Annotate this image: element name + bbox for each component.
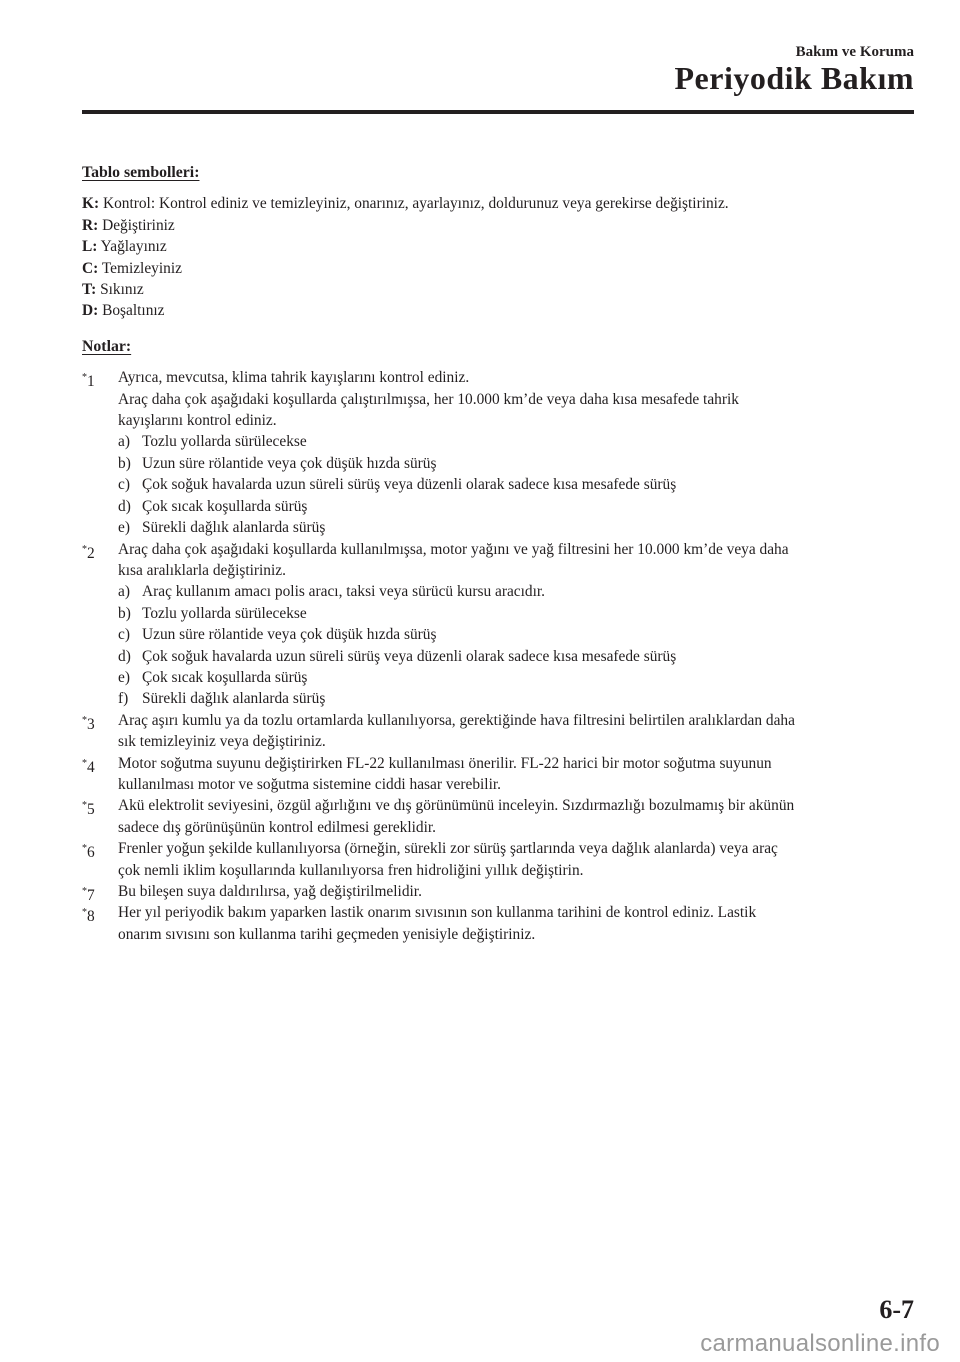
list-text: Sürekli dağlık alanlarda sürüş xyxy=(142,519,326,537)
notes-heading: Notlar: xyxy=(82,337,132,355)
list-text: Tozlu yollarda sürülecekse xyxy=(142,604,307,622)
symbol-row xyxy=(82,258,912,279)
symbol-text: Boşaltınız xyxy=(98,302,165,320)
list-letter: a) xyxy=(118,583,130,601)
list-letter: d) xyxy=(118,647,131,665)
note-list-item xyxy=(118,496,912,517)
list-letter: f) xyxy=(118,690,129,708)
symbol-text: Değiştiriniz xyxy=(98,216,175,234)
note-line: Bu bileşen suya daldırılırsa, yağ değiştirilmelidir. xyxy=(118,883,422,900)
header-rule xyxy=(82,110,914,114)
note-line: Her yıl periyodik bakım yaparken lastik onarım sıvısının son kullanma tarihini de kontrol ediniz. Lastik xyxy=(118,904,757,922)
list-text: Çok soğuk havalarda uzun süreli sürüş veya düzenli olarak sadece kısa mesafede sürüş xyxy=(142,476,677,494)
list-text: Araç kullanım amacı polis aracı, taksi veya sürücü kursu aracıdır. xyxy=(142,583,546,601)
note-line: Motor soğutma suyunu değiştirirken FL-22 kullanılması önerilir. FL-22 harici bir motor soğutma suyunun xyxy=(118,754,772,772)
list-letter: e) xyxy=(118,519,130,537)
note-marker xyxy=(82,902,118,927)
note-number: 3 xyxy=(87,715,95,733)
note-list-item xyxy=(118,517,912,538)
note-star: * xyxy=(82,543,87,555)
note-item xyxy=(82,710,912,753)
note-item xyxy=(82,753,912,796)
list-letter: b) xyxy=(118,604,131,622)
note-number: 2 xyxy=(87,544,95,562)
note-item xyxy=(82,539,912,710)
note-star: * xyxy=(82,886,87,897)
note-list-item xyxy=(118,603,912,624)
page-number: 6-7 xyxy=(879,1295,914,1324)
list-text: Uzun süre rölantide veya çok düşük hızda sürüş xyxy=(142,454,437,472)
note-line: Frenler yoğun şekilde kullanılıyorsa (örneğin, sürekli zor sürüş şartlarında veya dağlık alanlarda) veya araç xyxy=(118,840,778,858)
note-list-item xyxy=(118,667,912,688)
note-number: 7 xyxy=(87,887,95,904)
note-item xyxy=(82,795,912,838)
list-text: Tozlu yollarda sürülecekse xyxy=(142,433,307,451)
note-line: kayışlarını kontrol ediniz. xyxy=(118,412,277,430)
list-text: Sürekli dağlık alanlarda sürüş xyxy=(142,690,326,708)
symbol-key: C: xyxy=(82,259,99,277)
list-letter: c) xyxy=(118,476,130,494)
note-item xyxy=(82,367,912,538)
note-list-item xyxy=(118,688,912,709)
note-list-item xyxy=(118,581,912,602)
note-star: * xyxy=(82,372,87,384)
note-marker xyxy=(82,753,118,778)
list-letter: e) xyxy=(118,668,130,686)
note-star: * xyxy=(82,907,87,919)
chapter-title: Periyodik Bakım xyxy=(674,60,914,96)
note-marker xyxy=(82,539,118,564)
notes-list xyxy=(82,367,912,945)
note-star: * xyxy=(82,843,87,855)
symbol-text: Temizleyiniz xyxy=(98,259,182,277)
symbol-key: T: xyxy=(82,281,97,299)
note-line: sadece dış görünüşünün kontrol edilmesi gereklidir. xyxy=(118,818,437,836)
list-text: Çok soğuk havalarda uzun süreli sürüş veya düzenli olarak sadece kısa mesafede sürüş xyxy=(142,647,677,665)
list-letter: b) xyxy=(118,454,131,472)
note-item xyxy=(82,881,912,902)
note-line: Araç daha çok aşağıdaki koşullarda çalıştırılmışsa, her 10.000 km’de veya daha kısa mesafede tahrik xyxy=(118,390,739,408)
symbol-row xyxy=(82,236,912,257)
symbol-text: Kontrol: Kontrol ediniz ve temizleyiniz, onarınız, ayarlayınız, doldurunuz veya gerekirse değiştiriniz. xyxy=(99,195,729,213)
note-line: Akü elektrolit seviyesini, özgül ağırlığını ve dış görünümünü inceleyin. Sızdırmazlığı bozulmamış bir akünün xyxy=(118,797,795,815)
list-text: Çok sıcak koşullarda sürüş xyxy=(142,497,308,515)
list-letter: c) xyxy=(118,626,130,644)
note-line: Ayrıca, mevcutsa, klima tahrik kayışlarını kontrol ediniz. xyxy=(118,369,470,387)
note-number: 6 xyxy=(87,844,95,862)
note-line: Araç aşırı kumlu ya da tozlu ortamlarda kullanılıyorsa, gerektiğinde hava filtresini belirtilen aralıklardan daha xyxy=(118,711,795,729)
note-number: 5 xyxy=(87,801,95,819)
note-list-item xyxy=(118,646,912,667)
note-item xyxy=(82,838,912,881)
symbols-heading: Tablo sembolleri: xyxy=(82,164,200,181)
note-line: sık temizleyiniz veya değiştiriniz. xyxy=(118,733,326,751)
symbol-row xyxy=(82,215,912,236)
note-marker xyxy=(82,838,118,863)
watermark-link[interactable]: carmanualsonline.info xyxy=(700,1330,940,1357)
note-list-item xyxy=(118,474,912,495)
symbol-key: K: xyxy=(82,195,100,213)
symbol-key: D: xyxy=(82,302,99,320)
list-letter: d) xyxy=(118,497,131,515)
symbol-text: Yağlayınız xyxy=(97,238,167,256)
note-marker xyxy=(82,795,118,820)
page-content xyxy=(82,162,912,945)
symbol-row xyxy=(82,279,912,300)
note-number: 4 xyxy=(87,758,95,776)
list-text: Çok sıcak koşullarda sürüş xyxy=(142,668,308,686)
note-line: onarım sıvısını son kullanma tarihi geçmeden yenisiyle değiştiriniz. xyxy=(118,925,536,943)
note-marker xyxy=(82,710,118,735)
list-letter: a) xyxy=(118,433,130,451)
note-list-item xyxy=(118,431,912,452)
symbol-row xyxy=(82,193,912,214)
note-list-item xyxy=(118,453,912,474)
list-text: Uzun süre rölantide veya çok düşük hızda sürüş xyxy=(142,626,437,644)
symbols-list xyxy=(82,193,912,321)
symbol-text: Sıkınız xyxy=(96,281,144,299)
note-marker xyxy=(82,367,118,392)
note-line: çok nemli iklim koşullarında kullanılıyorsa fren hidroliğini yıllık değiştirin. xyxy=(118,861,584,879)
note-number: 1 xyxy=(87,373,95,391)
note-number: 8 xyxy=(87,908,95,926)
note-item xyxy=(82,902,912,945)
note-line: kullanılması motor ve soğutma sistemine ciddi hasar verebilir. xyxy=(118,775,501,793)
note-star: * xyxy=(82,714,87,726)
symbol-row xyxy=(82,300,912,321)
symbol-key: L: xyxy=(82,238,98,256)
note-line: kısa aralıklarla değiştiriniz. xyxy=(118,561,286,579)
note-star: * xyxy=(82,757,87,769)
symbol-key: R: xyxy=(82,216,99,234)
note-line: Araç daha çok aşağıdaki koşullarda kullanılmışsa, motor yağını ve yağ filtresini her 10.000 km’de veya daha xyxy=(118,540,789,558)
note-list-item xyxy=(118,624,912,645)
section-title: Bakım ve Koruma xyxy=(795,44,914,60)
note-star: * xyxy=(82,800,87,812)
